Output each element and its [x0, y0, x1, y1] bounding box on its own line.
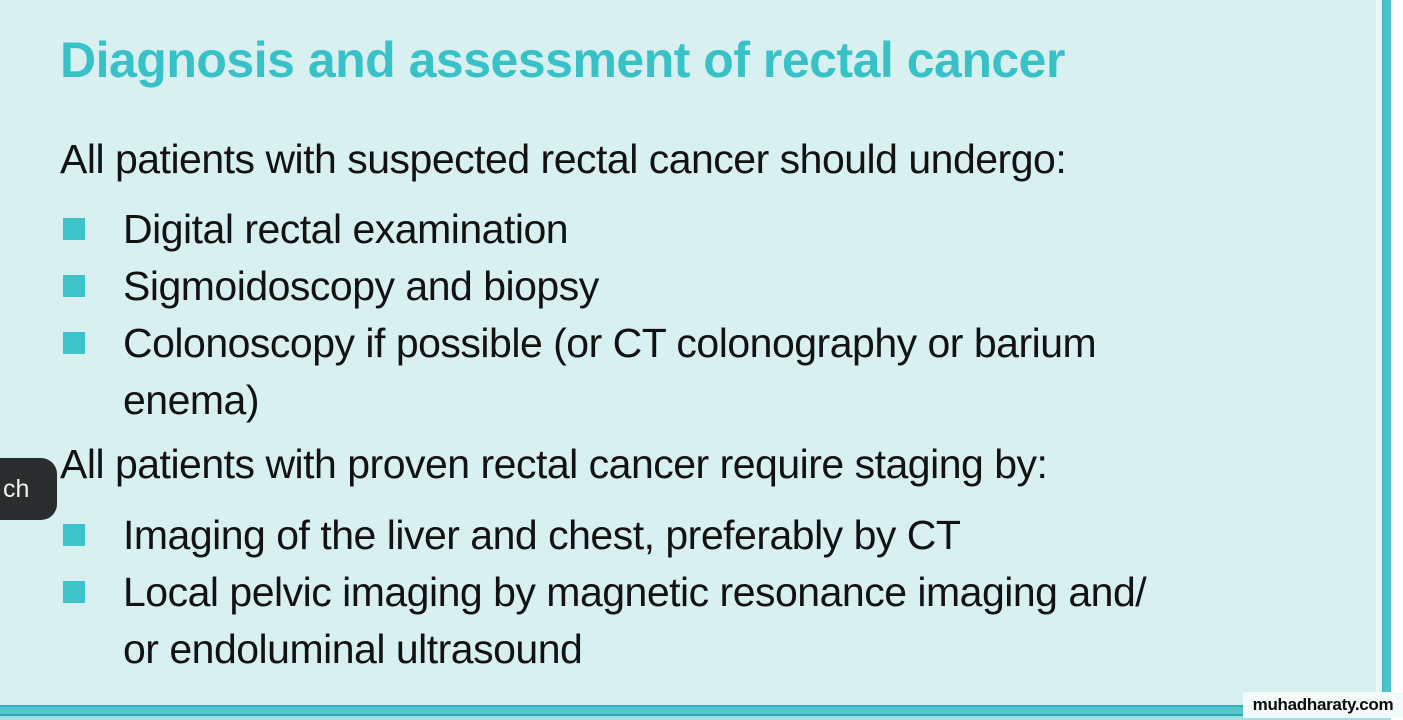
watermark-text: muhadharaty.com: [1252, 695, 1394, 714]
list-item-text: enema): [123, 377, 260, 423]
slide-bottom-border: [0, 705, 1391, 716]
list-item: [60, 507, 1146, 564]
list-item-text: Colonoscopy if possible (or CT colonography or barium: [123, 320, 1097, 366]
bullet-square-icon: [63, 275, 85, 297]
list-item-text: Digital rectal examination: [123, 206, 569, 252]
side-tab-ch[interactable]: [0, 458, 57, 520]
list-item-text: Local pelvic imaging by magnetic resonance imaging and/: [123, 569, 1147, 615]
bullet-square-icon: [63, 218, 85, 240]
list-item: [60, 201, 1096, 258]
bullet-square-icon: [63, 524, 85, 546]
watermark-badge: [1243, 692, 1403, 718]
list-item-text: Imaging of the liver and chest, preferably by CT: [123, 512, 961, 558]
bullet-square-icon: [63, 581, 85, 603]
staging-procedures-list: [60, 507, 1146, 678]
intro-proven-text: All patients with proven rectal cancer require staging by:: [60, 441, 1048, 487]
bullet-square-icon: [63, 332, 85, 354]
suspected-procedures-list: [60, 201, 1096, 429]
list-item-text: or endoluminal ultrasound: [123, 626, 583, 672]
list-item: [60, 564, 1146, 678]
slide-right-border: [1382, 0, 1391, 720]
intro-suspected-text: All patients with suspected rectal cancer should undergo:: [60, 136, 1067, 182]
side-tab-label: ch: [3, 474, 30, 503]
list-item: [60, 315, 1096, 429]
slide-title: Diagnosis and assessment of rectal cancer: [60, 32, 1065, 88]
list-item: [60, 258, 1096, 315]
list-item-text: Sigmoidoscopy and biopsy: [123, 263, 599, 309]
slide-bottom-light-strip: [0, 716, 1391, 720]
